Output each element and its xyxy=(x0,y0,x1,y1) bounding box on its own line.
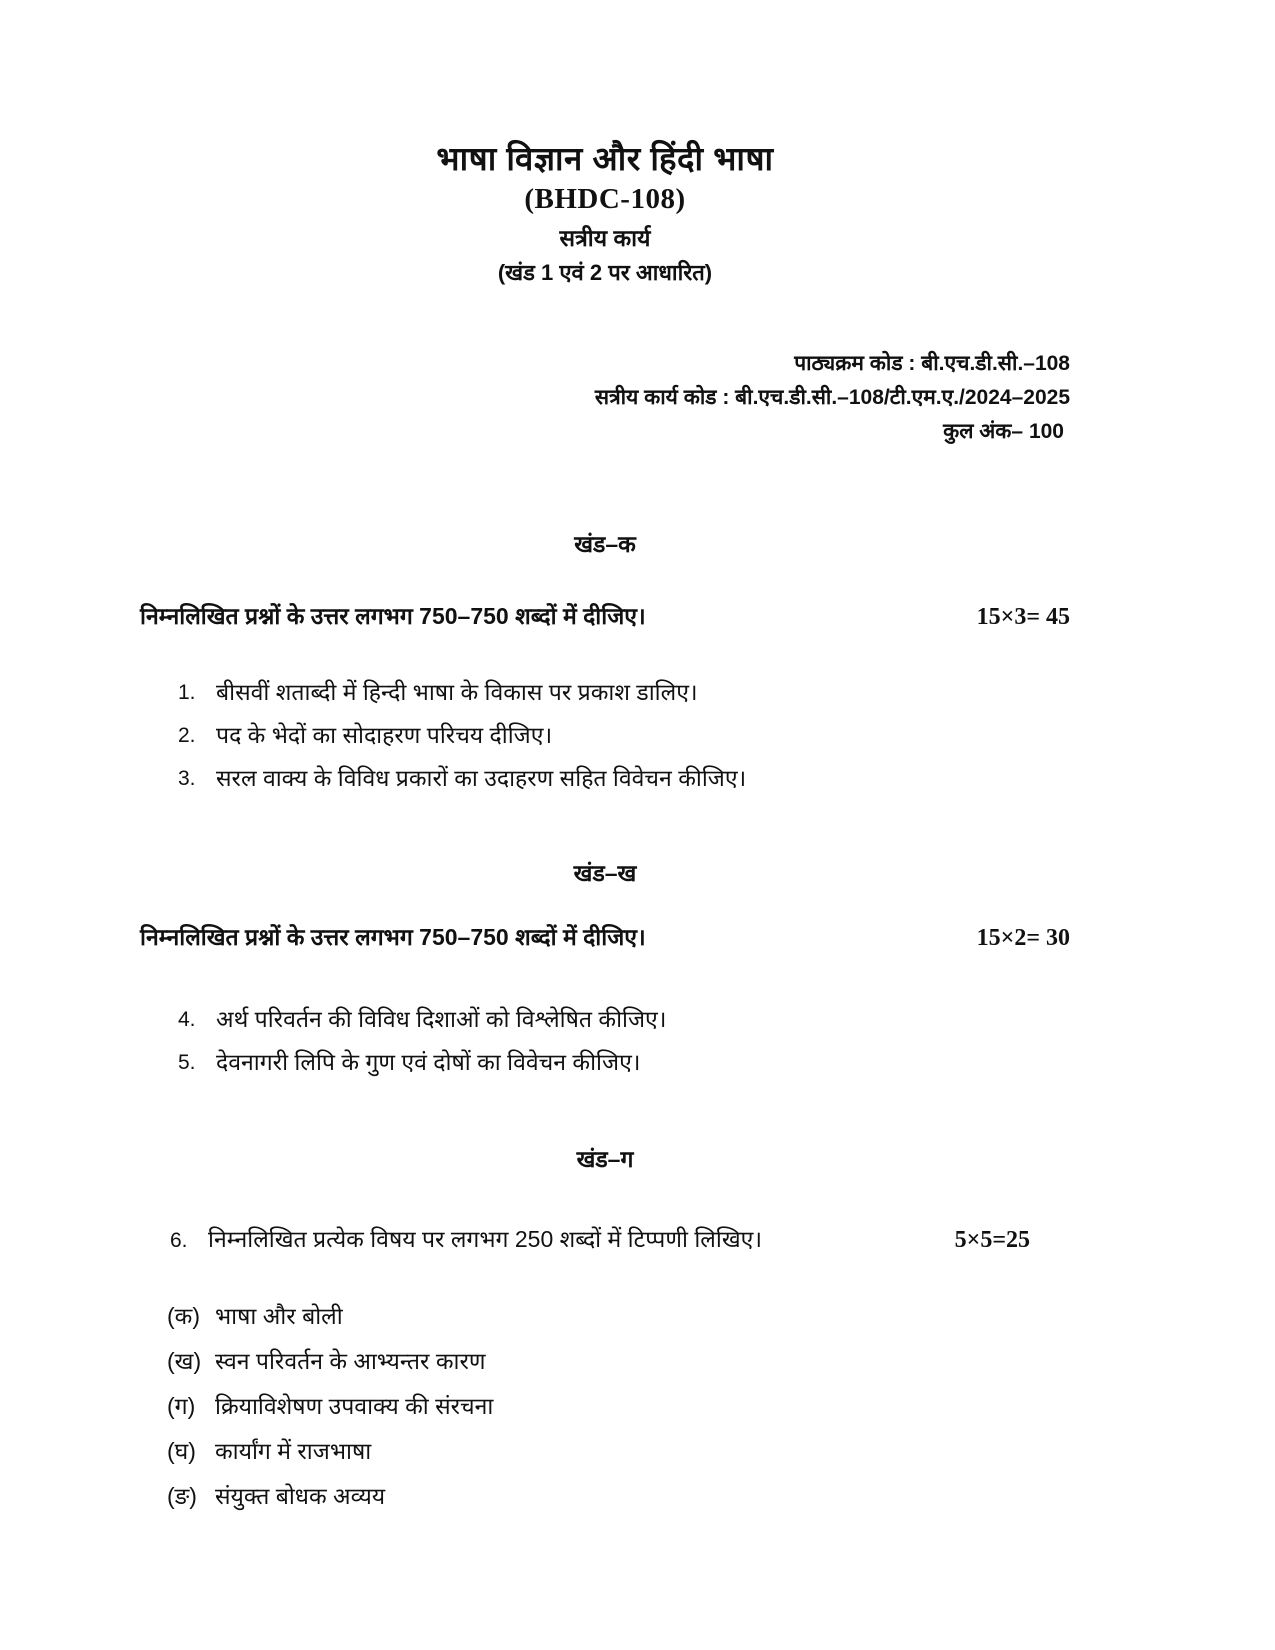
question-text: निम्नलिखित प्रत्येक विषय पर लगभग 250 शब्दों में टिप्पणी लिखिए। xyxy=(208,1226,763,1253)
document-header xyxy=(140,138,1070,287)
question-text: देवनागरी लिपि के गुण एवं दोषों का विवेचन कीजिए। xyxy=(216,1049,641,1076)
course-code-heading: (BHDC-108) xyxy=(524,183,686,216)
assignment-type-label: सत्रीय कार्य xyxy=(559,225,651,252)
subtopic-row xyxy=(140,1384,1070,1429)
question-number: 1. xyxy=(178,681,196,705)
question-number: 2. xyxy=(178,724,196,748)
question-row xyxy=(140,757,1070,800)
question-row xyxy=(140,998,1070,1041)
subtopic-row xyxy=(140,1294,1070,1339)
section-a-instruction: निम्नलिखित प्रश्नों के उत्तर लगभग 750–750 शब्दों में दीजिए। xyxy=(140,603,646,630)
subtopic-label: (क) xyxy=(167,1303,200,1330)
question-text: अर्थ परिवर्तन की विविध दिशाओं को विश्लेषित कीजिए। xyxy=(216,1006,667,1033)
question-row xyxy=(140,714,1070,757)
subtopic-text: स्वन परिवर्तन के आभ्यन्तर कारण xyxy=(215,1348,486,1375)
total-marks-line: कुल अंक– 100 xyxy=(943,420,1064,444)
section-c-subtopics xyxy=(140,1294,1070,1519)
assignment-code-line: सत्रीय कार्य कोड : बी.एच.डी.सी.–108/टी.एम.ए./2024–2025 xyxy=(594,386,1070,410)
question-row xyxy=(140,1041,1070,1084)
section-a xyxy=(140,527,1070,800)
section-a-heading: खंड–क xyxy=(574,531,636,558)
subtopic-text: क्रियाविशेषण उपवाक्य की संरचना xyxy=(215,1393,494,1420)
question-row xyxy=(140,671,1070,714)
section-c-marks: 5×5=25 xyxy=(954,1227,1030,1254)
question-6-row xyxy=(140,1222,1070,1254)
course-code-line: पाठ्यक्रम कोड : बी.एच.डी.सी.–108 xyxy=(794,352,1070,376)
section-b-heading: खंड–ख xyxy=(573,860,637,887)
subtopic-label: (ग) xyxy=(167,1393,196,1420)
section-b-marks: 15×2= 30 xyxy=(976,925,1070,952)
subtopic-text: भाषा और बोली xyxy=(215,1303,343,1330)
question-text: सरल वाक्य के विविध प्रकारों का उदाहरण सहित विवेचन कीजिए। xyxy=(216,765,747,792)
question-number: 6. xyxy=(170,1229,188,1253)
section-b-instruction: निम्नलिखित प्रश्नों के उत्तर लगभग 750–750 शब्दों में दीजिए। xyxy=(140,924,646,951)
question-number: 4. xyxy=(178,1008,196,1032)
subtopic-row xyxy=(140,1429,1070,1474)
subtopic-label: (घ) xyxy=(167,1438,196,1465)
subtopic-text: कार्यांग में राजभाषा xyxy=(215,1438,372,1465)
subtopic-row xyxy=(140,1339,1070,1384)
section-c-heading: खंड–ग xyxy=(576,1146,634,1173)
question-text: बीसवीं शताब्दी में हिन्दी भाषा के विकास पर प्रकाश डालिए। xyxy=(216,679,698,706)
question-number: 5. xyxy=(178,1051,196,1075)
subtopic-row xyxy=(140,1474,1070,1519)
section-a-questions xyxy=(140,671,1070,800)
subtopic-text: संयुक्त बोधक अव्यय xyxy=(215,1483,386,1510)
question-number: 3. xyxy=(178,767,196,791)
section-b-instruction-row xyxy=(140,920,1070,952)
subtopic-label: (ङ) xyxy=(167,1483,197,1510)
question-text: पद के भेदों का सोदाहरण परिचय दीजिए। xyxy=(216,722,553,749)
section-a-instruction-row xyxy=(140,599,1070,631)
subtopic-label: (ख) xyxy=(167,1348,202,1375)
based-on-note: (खंड 1 एवं 2 पर आधारित) xyxy=(497,260,713,286)
section-b xyxy=(140,856,1070,1084)
section-a-marks: 15×3= 45 xyxy=(976,604,1070,631)
page-title: भाषा विज्ञान और हिंदी भाषा xyxy=(436,140,774,177)
section-b-questions xyxy=(140,998,1070,1084)
section-c xyxy=(140,1142,1070,1519)
meta-block xyxy=(140,347,1070,449)
